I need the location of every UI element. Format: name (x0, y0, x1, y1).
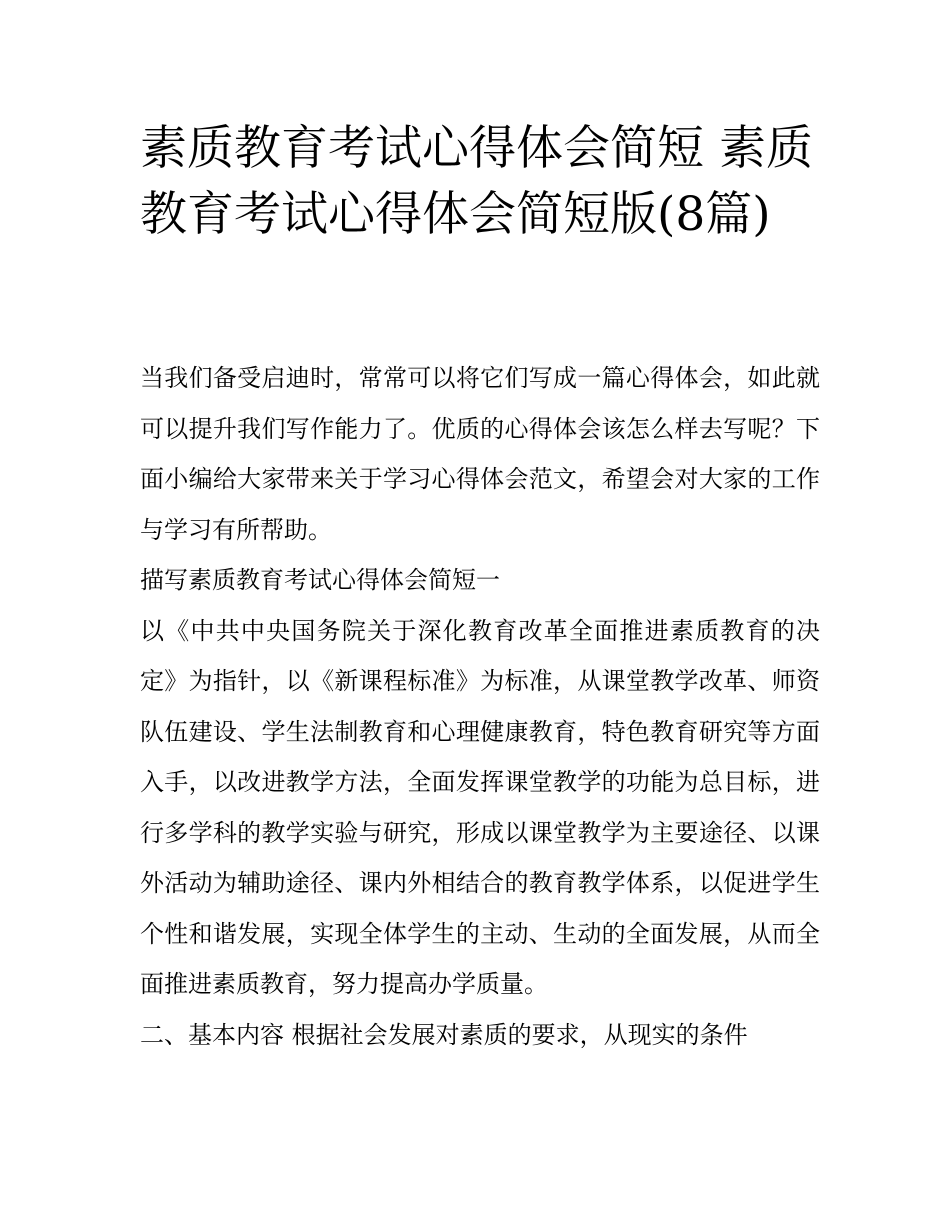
subsection-paragraph: 二、基本内容 根据社会发展对素质的要求，从现实的条件 (140, 1020, 748, 1049)
document-title: 素质教育考试心得体会简短 素质教育考试心得体会简短版(8篇) (140, 121, 813, 242)
intro-paragraph: 当我们备受启迪时，常常可以将它们写成一篇心得体会，如此就可以提升我们写作能力了。优质的心得体会该怎么样去写呢？下面小编给大家带来关于学习心得体会范文，希望会对大家的工作与学习有所帮助。 (140, 364, 820, 544)
body-paragraph: 以《中共中央国务院关于深化教育改革全面推进素质教育的决定》为指针，以《新课程标准》为标准，从课堂教学改革、师资队伍建设、学生法制教育和心理健康教育，特色教育研究等方面入手，以改进教学方法，全面发挥课堂教学的功能为总目标，进行多学科的教学实验与研究，形成以课堂教学为主要途径、以课外活动为辅助途径、课内外相结合的教育教学体系，以促进学生个性和谐发展，实现全体学生的主动、生动的全面发展，从而全面推进素质教育，努力提高办学质量。 (140, 616, 820, 998)
section-heading: 描写素质教育考试心得体会简短一 (140, 566, 500, 594)
document-body (140, 353, 820, 1060)
